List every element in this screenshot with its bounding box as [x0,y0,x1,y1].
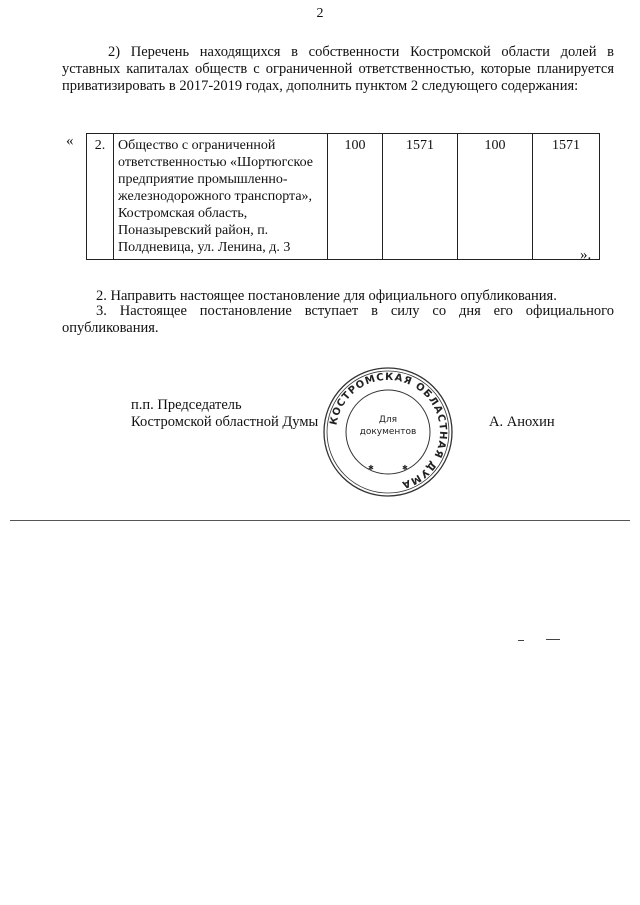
paragraph-effective: 3. Настоящее постановление вступает в силу со дня его официального опубликования. [62,303,614,336]
table-row [87,134,600,260]
company-description: Общество с ограниченной ответственностью «Шортюгское предприятие промышленно-железнодорожного транспорта», Костромская область, Поназыревский район, п. Полдневица, ул. Ленина, д. 3 [114,134,328,260]
stamp-ring-text: КОСТРОМСКАЯ ОБЛАСТНАЯ ДУМА [328,371,449,491]
stamp-center-line2: документов [359,427,417,437]
table-open-quote: « [66,133,74,149]
privatization-table [86,133,600,260]
table-close-quote: ». [580,247,592,263]
stamp-star-icon: ✱ [368,464,374,472]
scan-speck [518,640,524,641]
signatory-role [131,397,318,431]
horizontal-divider [10,520,630,521]
signatory-role-line2: Костромской областной Думы [131,414,319,430]
value-cell-3: 100 [458,134,533,260]
page-number: 2 [316,6,324,21]
value-cell-1: 100 [328,134,383,260]
paragraph-amendment: 2) Перечень находящихся в собственности Костромской области долей в уставных капиталах обществ с ограниченной ответственностью, которые планируется приватизировать в 2017-2019 годах, дополнить пунктом 2 следующего содержания: [62,44,614,94]
stamp-star-icon: ✱ [402,464,408,472]
paragraph-publication: 2. Направить настоящее постановление для официального опубликования. [96,288,557,304]
scan-speck [546,639,560,640]
signatory-name: А. Анохин [489,414,555,430]
value-cell-2: 1571 [383,134,458,260]
signatory-role-line1: п.п. Председатель [131,397,242,413]
value-cell-4: 1571 [533,134,600,260]
stamp-center-line1: Для [378,415,398,425]
official-stamp [321,365,455,499]
row-number: 2. [87,134,114,260]
